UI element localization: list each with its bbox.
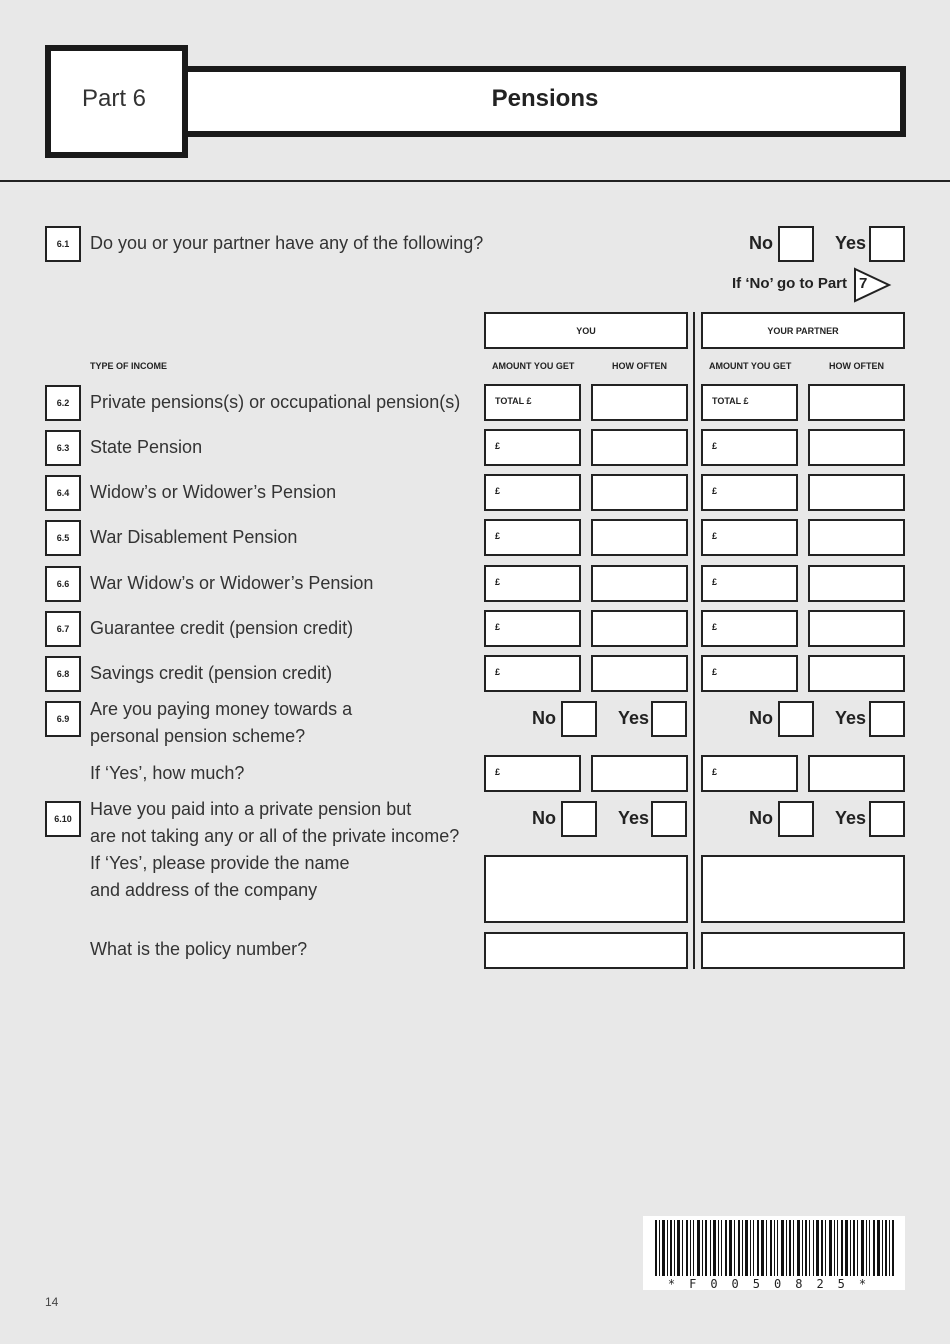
q69-you-no-checkbox[interactable] [561,701,597,737]
page-number: 14 [45,1295,59,1309]
question-number: 6.7 [45,611,81,647]
q69-partner-yes-checkbox[interactable] [869,701,905,737]
question-6-9-line1: Are you paying money towards a [90,699,353,719]
partner-amount-input[interactable]: £ [701,474,798,511]
q610-you-no-label: No [532,808,556,828]
q61-yes-checkbox[interactable] [869,226,905,262]
part-label: Part 6 [82,85,147,112]
question-number: 6.5 [45,520,81,556]
partner-amount-input[interactable]: £ [701,429,798,466]
q610-partner-no-checkbox[interactable] [778,801,814,837]
income-type-label: Guarantee credit (pension credit) [90,618,354,638]
question-number-6-1: 6.1 [45,226,81,262]
you-how-often-input[interactable] [591,429,688,466]
q69-you-yes-checkbox[interactable] [651,701,687,737]
partner-how-often-input[interactable] [808,429,905,466]
partner-how-often-input[interactable] [808,474,905,511]
question-number-6-10: 6.10 [45,801,81,837]
q61-no-label: No [749,233,773,253]
partner-how-often-input[interactable] [808,519,905,556]
question-6-10-line1: Have you paid into a private pension but [90,799,412,819]
q69-partner-amount-input[interactable]: £ [701,755,798,792]
you-how-often-input[interactable] [591,655,688,692]
if-no-instruction [732,275,847,292]
header-divider [0,180,950,182]
you-how-often-input[interactable] [591,519,688,556]
you-amount-input[interactable]: £ [484,519,581,556]
you-amount-input[interactable]: £ [484,655,581,692]
q69-partner-how-often-input[interactable] [808,755,905,792]
question-6-9-line2: personal pension scheme? [90,726,306,746]
you-how-often-heading: HOW OFTEN [612,361,667,371]
question-number: 6.4 [45,475,81,511]
income-type-label: Savings credit (pension credit) [90,663,333,683]
question-6-10-line2: are not taking any or all of the private income? [90,826,460,846]
you-how-often-input[interactable] [591,565,688,602]
page-title: Pensions [491,85,599,112]
q61-no-checkbox[interactable] [778,226,814,262]
income-type-label: State Pension [90,437,203,457]
you-amount-input[interactable]: £ [484,565,581,602]
partner-amount-input[interactable]: £ [701,610,798,647]
q69-how-much-label: If ‘Yes’, how much? [90,763,245,783]
partner-amount-input[interactable]: £ [701,565,798,602]
question-number: 6.8 [45,656,81,692]
q69-you-no-label: No [532,708,556,728]
you-how-often-input[interactable] [591,474,688,511]
q69-you-yes-label: Yes [618,708,650,728]
if-no-part-number: 7 [859,275,868,292]
question-6-10-line4: and address of the company [90,880,318,900]
question-6-10-line3: If ‘Yes’, please provide the name [90,853,350,873]
q69-partner-no-checkbox[interactable] [778,701,814,737]
q610-partner-yes-checkbox[interactable] [869,801,905,837]
income-type-label: War Disablement Pension [90,527,298,547]
question-number: 6.6 [45,566,81,602]
column-header-you: YOU [484,312,688,349]
policy-number-label: What is the policy number? [90,939,308,959]
barcode-text: *F0050825* [667,1277,881,1291]
type-of-income-heading: TYPE OF INCOME [90,361,168,371]
income-type-label: Private pensions(s) or occupational pension(s) [90,392,461,412]
income-type-label: War Widow’s or Widower’s Pension [90,573,374,593]
you-amount-input[interactable]: £ [484,474,581,511]
q610-partner-company-textarea[interactable] [701,855,905,923]
q61-yes-label: Yes [835,233,867,253]
question-number: 6.2 [45,385,81,421]
barcode-icon [643,1216,905,1278]
q610-you-policy-input[interactable] [484,932,688,969]
you-amount-input[interactable]: £ [484,610,581,647]
q610-you-company-textarea[interactable] [484,855,688,923]
q610-you-yes-label: Yes [618,808,650,828]
question-6-1-text: Do you or your partner have any of the following? [90,233,484,253]
income-type-label: Widow’s or Widower’s Pension [90,482,337,502]
partner-amount-input[interactable]: TOTAL £ [701,384,798,421]
q69-partner-yes-label: Yes [835,708,867,728]
you-how-often-input[interactable] [591,384,688,421]
partner-how-often-input[interactable] [808,565,905,602]
q69-partner-no-label: No [749,708,773,728]
partner-amount-input[interactable]: £ [701,519,798,556]
q610-partner-no-label: No [749,808,773,828]
question-number: 6.3 [45,430,81,466]
q610-you-yes-checkbox[interactable] [651,801,687,837]
you-amount-input[interactable]: TOTAL £ [484,384,581,421]
question-number-6-9: 6.9 [45,701,81,737]
q610-partner-policy-input[interactable] [701,932,905,969]
partner-how-often-input[interactable] [808,655,905,692]
q69-you-how-often-input[interactable] [591,755,688,792]
partner-how-often-heading: HOW OFTEN [829,361,884,371]
q610-partner-yes-label: Yes [835,808,867,828]
you-amount-input[interactable]: £ [484,429,581,466]
q610-you-no-checkbox[interactable] [561,801,597,837]
partner-how-often-input[interactable] [808,384,905,421]
you-how-often-input[interactable] [591,610,688,647]
partner-how-often-input[interactable] [808,610,905,647]
partner-amount-input[interactable]: £ [701,655,798,692]
partner-amount-heading: AMOUNT YOU GET [709,361,792,371]
column-divider [693,312,695,969]
column-header-partner: YOUR PARTNER [701,312,905,349]
if-no-text: If ‘No’ go to Part [732,275,847,292]
q69-you-amount-input[interactable]: £ [484,755,581,792]
you-amount-heading: AMOUNT YOU GET [492,361,575,371]
